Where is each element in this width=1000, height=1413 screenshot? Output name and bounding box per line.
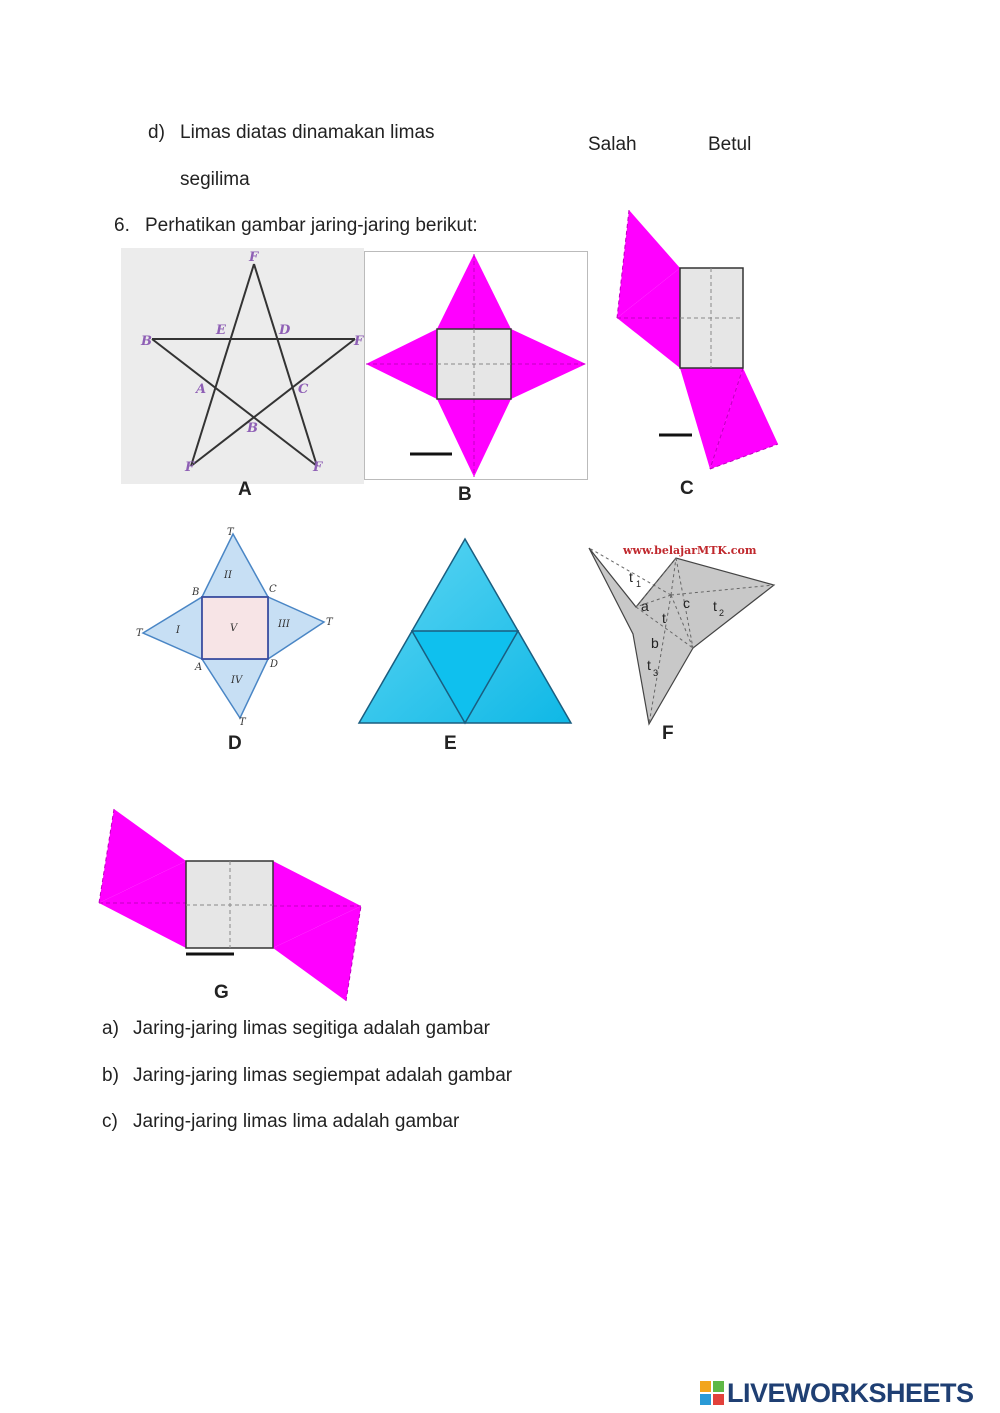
question-b-text: Jaring-jaring limas segiempat adalah gambar — [133, 1065, 513, 1086]
figure-d-face-iv — [202, 659, 268, 718]
figure-f-net — [585, 538, 780, 728]
figure-d-face-ii — [202, 534, 268, 597]
figure-c-label: C — [680, 478, 694, 499]
statement-d-line1: Limas diatas dinamakan limas — [180, 122, 435, 143]
question-6-prompt: Perhatikan gambar jaring-jaring berikut: — [145, 215, 478, 236]
question-a-marker: a) — [102, 1018, 119, 1039]
figure-d-face-i-label: I — [176, 625, 180, 636]
figure-a-label-f-right: F — [354, 334, 364, 349]
figure-g-label: G — [214, 982, 229, 1003]
figure-d-face-iii-label: III — [278, 619, 290, 630]
figure-d-vertex-b: B — [192, 587, 200, 598]
figure-a-label-f-bottom-left: F — [185, 460, 195, 475]
statement-d-marker: d) — [148, 122, 165, 143]
figure-a-label-f-top: F — [249, 250, 259, 265]
figure-d-face-iii — [268, 597, 324, 659]
figure-a-label-f-bottom-right: F — [313, 460, 323, 475]
figure-e-label: E — [444, 733, 457, 754]
figure-a-label: A — [238, 479, 252, 500]
figure-f-t2: t — [713, 598, 717, 614]
liveworksheets-logo — [700, 1378, 974, 1408]
figure-d-t-left: T — [136, 628, 143, 639]
figure-a-background — [121, 248, 364, 484]
figure-d-vertex-d: D — [270, 659, 279, 670]
figure-d-t-top: T — [227, 527, 234, 538]
figure-d-face-v-label: V — [230, 623, 238, 634]
figure-f-t1: t — [629, 569, 633, 585]
figure-f-c: c — [683, 595, 690, 611]
figure-d-label: D — [228, 733, 242, 754]
figure-d-t-right: T — [326, 617, 333, 628]
question-a-text: Jaring-jaring limas segitiga adalah gambar — [133, 1018, 490, 1039]
figure-f-b: b — [651, 635, 659, 651]
figure-d-vertex-a: A — [195, 662, 203, 673]
figure-d-face-i — [143, 597, 202, 659]
figure-d-face-ii-label: II — [224, 570, 232, 581]
figure-d-t-bottom: T — [239, 717, 246, 727]
question-c-text: Jaring-jaring limas lima adalah gambar — [133, 1111, 460, 1132]
figure-f-t1-sub: 1 — [636, 579, 642, 589]
figure-a-label-e: E — [216, 323, 226, 338]
option-salah[interactable]: Salah — [588, 134, 637, 155]
figure-a-label-b-left: B — [141, 334, 152, 349]
figure-a-label-c: C — [298, 382, 309, 397]
figure-d-vertex-c: C — [269, 584, 277, 595]
question-6-number: 6. — [114, 215, 130, 236]
figure-f-label: F — [662, 723, 674, 744]
figure-d-net — [136, 527, 336, 727]
figure-a-label-d: D — [279, 323, 291, 338]
question-c-marker: c) — [102, 1111, 118, 1132]
statement-d-line2: segilima — [180, 169, 250, 190]
figure-g-net — [96, 806, 366, 1006]
figure-d-face-iv-label: IV — [231, 675, 243, 686]
figure-f-t3-sub: 3 — [653, 668, 659, 678]
figure-f-t3: t — [647, 657, 651, 673]
liveworksheets-brand: LIVEWORKSHEETS — [727, 1377, 974, 1408]
figure-a-label-b-inner: B — [247, 421, 258, 436]
liveworksheets-logo-icon — [700, 1381, 724, 1405]
figure-f-t2-sub: 2 — [719, 608, 725, 618]
figure-f-t: t — [662, 610, 666, 626]
question-b-marker: b) — [102, 1065, 119, 1086]
figure-b-label: B — [458, 484, 472, 505]
figure-c-net — [615, 208, 781, 472]
option-betul[interactable]: Betul — [708, 134, 752, 155]
figure-f-a: a — [641, 598, 649, 614]
figure-e-triangular-pyramid-net — [356, 536, 576, 726]
figure-b-square-pyramid-net — [364, 251, 588, 480]
figure-f-watermark: www.belajarMTK.com — [623, 544, 757, 557]
figure-a-label-a: A — [196, 382, 207, 397]
figure-f-shape — [589, 548, 774, 724]
figure-a-star-net — [121, 248, 364, 484]
